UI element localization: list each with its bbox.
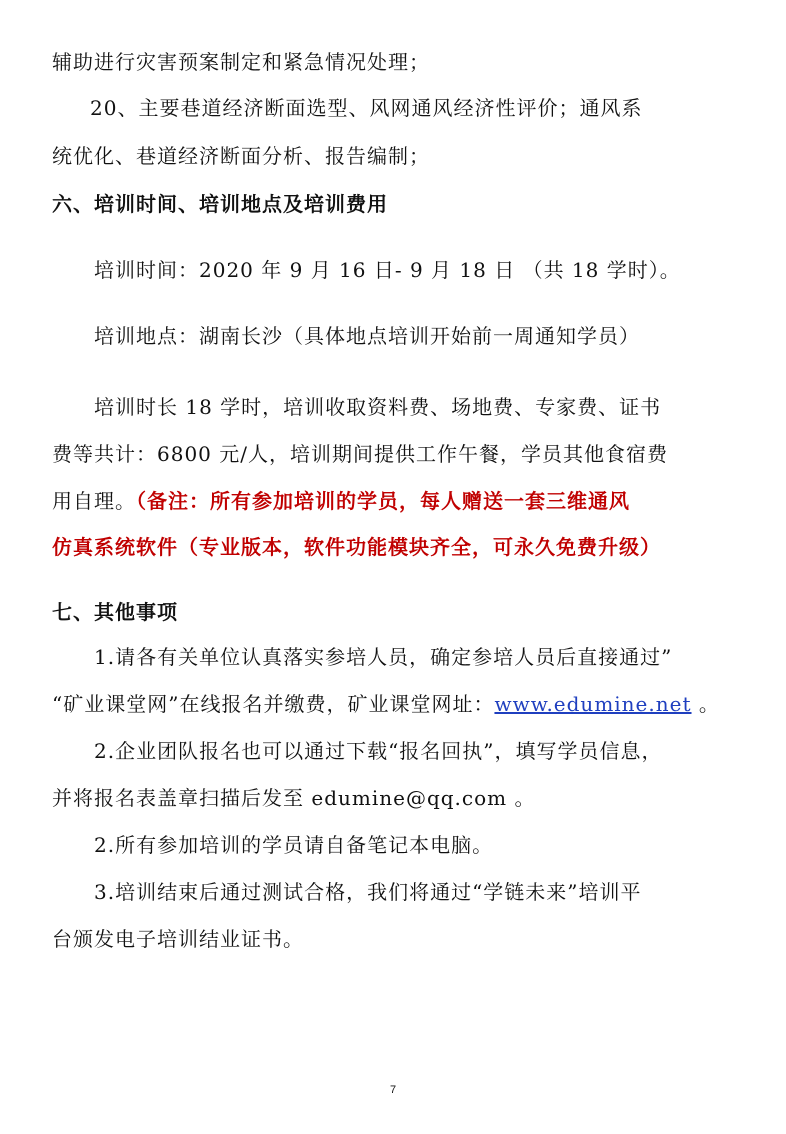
sentence-end: 。: [691, 692, 720, 716]
fee-paragraph-line: 费等共计：6800 元/人，培训期间提供工作午餐，学员其他食宿费: [52, 442, 668, 466]
fee-text: 用自理。: [52, 489, 136, 513]
page-number: 7: [389, 1084, 397, 1096]
fee-paragraph-line: 培训时长 18 学时，培训收取资料费、场地费、专家费、证书: [94, 395, 662, 419]
list-item: 20、主要巷道经济断面选型、风网通风经济性评价；通风系: [90, 96, 643, 120]
list-item-continuation: 台颁发电子培训结业证书。: [52, 927, 304, 951]
section-heading: 七、其他事项: [52, 600, 178, 624]
list-item: 3.培训结束后通过测试合格，我们将通过“学链未来”培训平: [94, 880, 642, 904]
website-link[interactable]: www.edumine.net: [494, 692, 692, 716]
list-item: 2.企业团队报名也可以通过下载“报名回执”，填写学员信息，: [94, 739, 663, 763]
list-item-continuation: 并将报名表盖章扫描后发至 edumine@qq.com 。: [52, 786, 536, 810]
list-item: 1.请各有关单位认真落实参培人员，确定参培人员后直接通过”: [94, 645, 673, 669]
gift-note: （备注：所有参加培训的学员，每人赠送一套三维通风: [136, 489, 630, 513]
section-heading: 六、培训时间、培训地点及培训费用: [52, 192, 388, 216]
fee-paragraph-line: [52, 487, 630, 515]
list-item-continuation: 统优化、巷道经济断面分析、报告编制；: [52, 144, 430, 168]
gift-note-continuation: 仿真系统软件（专业版本，软件功能模块齐全，可永久免费升级）: [52, 535, 661, 559]
list-item: 2.所有参加培训的学员请自备笔记本电脑。: [94, 833, 494, 857]
registration-text: “矿业课堂网”在线报名并缴费，矿业课堂网址：: [52, 692, 495, 716]
training-time: 培训时间：2020 年 9 月 16 日- 9 月 18 日 （共 18 学时）。: [94, 258, 681, 282]
training-place: 培训地点：湖南长沙（具体地点培训开始前一周通知学员）: [94, 324, 640, 348]
body-line: 辅助进行灾害预案制定和紧急情况处理；: [52, 50, 430, 74]
list-item-continuation: [52, 690, 720, 718]
